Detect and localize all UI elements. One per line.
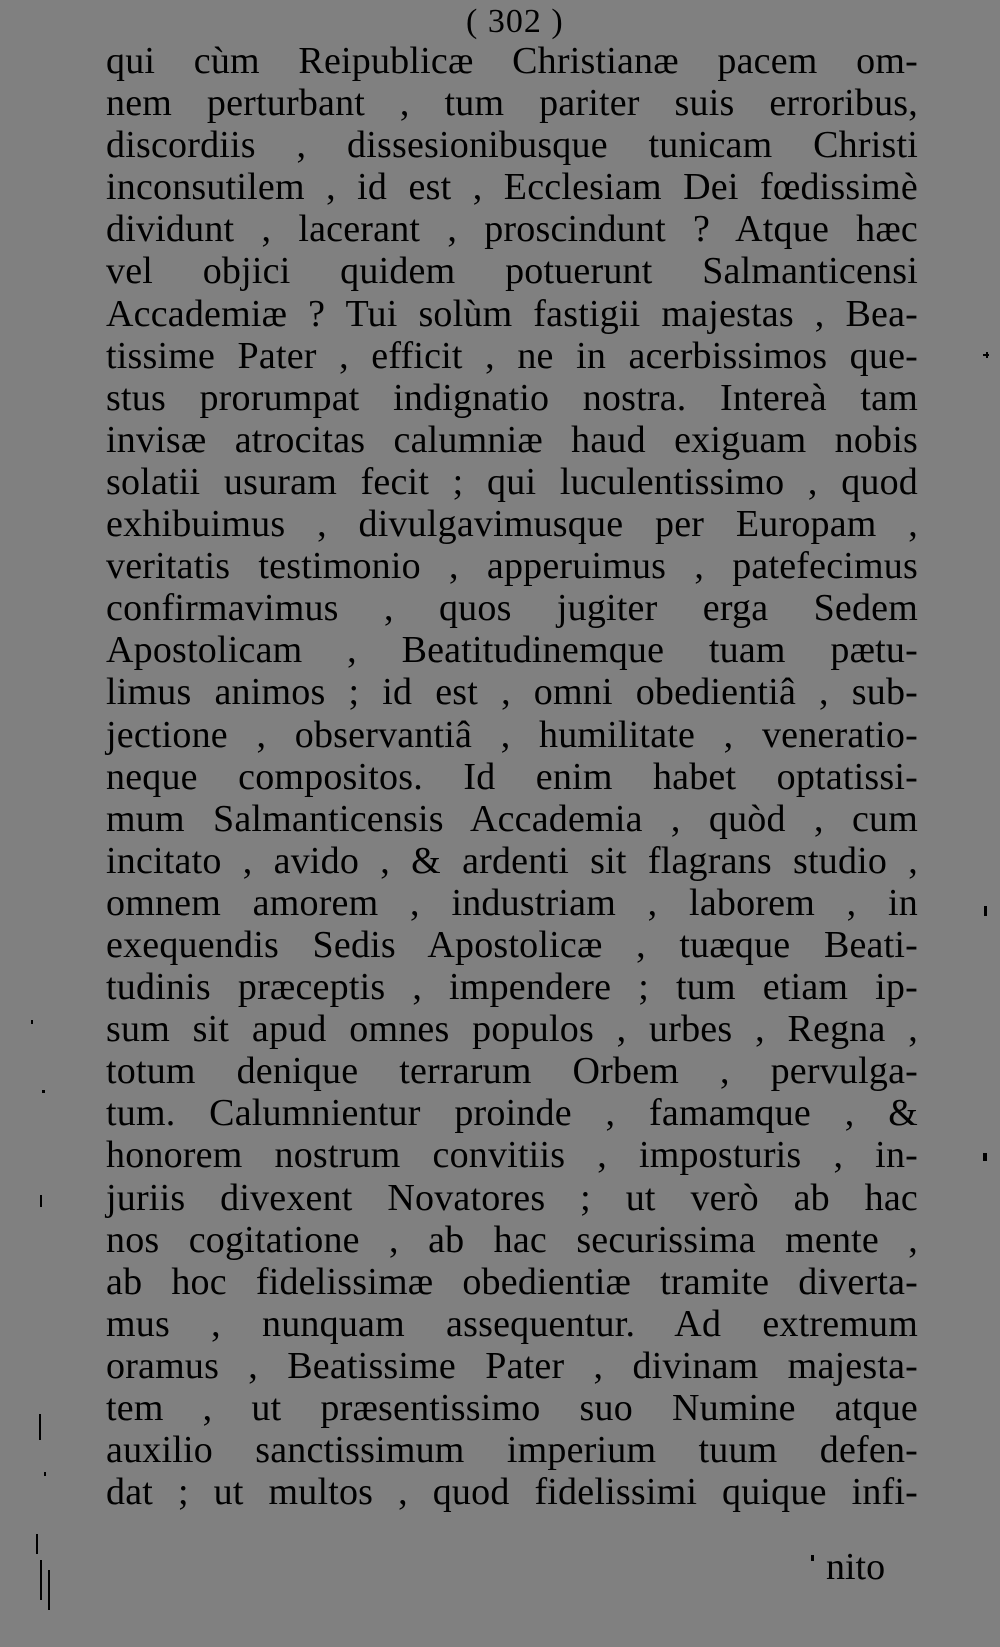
text-line: vel objici quidem potuerunt Salmanticensi <box>106 250 918 293</box>
text-line: sum sit apud omnes populos , urbes , Regna , <box>106 1008 918 1051</box>
text-line: limus animos ; id est , omni obedientiâ , sub- <box>106 671 918 714</box>
page-number: ( 302 ) <box>466 3 564 40</box>
text-line: mus , nunquam assequentur. Ad extremum <box>106 1302 918 1345</box>
text-line: tudinis præceptis , impendere ; tum etiam ip- <box>106 966 918 1009</box>
text-line: invisæ atrocitas calumniæ haud exiguam nobis <box>106 418 918 461</box>
text-line: discordiis , dissesionibusque tunicam Christi <box>106 124 918 167</box>
text-line: juriis divexent Novatores ; ut verò ab hac <box>106 1176 918 1219</box>
text-line: ab hoc fidelissimæ obedientiæ tramite diverta- <box>106 1260 918 1303</box>
text-line: neque compositos. Id enim habet optatissi- <box>106 755 918 798</box>
text-line: Accademiæ ? Tui solùm fastigii majestas , Bea- <box>106 292 918 335</box>
body-text <box>106 40 918 1513</box>
text-line: dat ; ut multos , quod fidelissimi quique infi- <box>106 1471 918 1514</box>
text-line: honorem nostrum convitiis , imposturis , in- <box>106 1134 918 1177</box>
text-line: confirmavimus , quos jugiter erga Sedem <box>106 587 918 630</box>
text-line: incitato , avido , & ardenti sit flagrans studio , <box>106 839 918 882</box>
text-line: qui cùm Reipublicæ Christianæ pacem om- <box>106 40 918 82</box>
text-line: stus prorumpat indignatio nostra. Intereà tam <box>106 376 918 419</box>
catchword: nito <box>826 1546 886 1588</box>
text-line: exhibuimus , divulgavimusque per Europam , <box>106 503 918 546</box>
text-line: nem perturbant , tum pariter suis erroribus, <box>106 82 918 125</box>
text-line: veritatis testimonio , apperuimus , patefecimus <box>106 545 918 588</box>
text-line: omnem amorem , industriam , laborem , in <box>106 881 918 924</box>
text-line: exequendis Sedis Apostolicæ , tuæque Beati- <box>106 923 918 966</box>
text-line: totum denique terrarum Orbem , pervulga- <box>106 1050 918 1093</box>
text-line: nos cogitatione , ab hac securissima mente , <box>106 1218 918 1261</box>
text-line: dividunt , lacerant , proscindunt ? Atque hæc <box>106 208 918 251</box>
text-line: auxilio sanctissimum imperium tuum defen- <box>106 1429 918 1472</box>
text-line: jectione , observantiâ , humilitate , veneratio- <box>106 713 918 756</box>
text-line: inconsutilem , id est , Ecclesiam Dei fœdissimè <box>106 166 918 209</box>
text-line: Apostolicam , Beatitudinemque tuam pætu- <box>106 629 918 672</box>
text-line: tissime Pater , efficit , ne in acerbissimos que- <box>106 334 918 377</box>
text-line: oramus , Beatissime Pater , divinam majesta- <box>106 1344 918 1387</box>
text-line: tem , ut præsentissimo suo Numine atque <box>106 1387 918 1429</box>
text-line: mum Salmanticensis Accademia , quòd , cum <box>106 797 918 840</box>
text-line: tum. Calumnientur proinde , famamque , & <box>106 1092 918 1135</box>
text-line: solatii usuram fecit ; qui luculentissimo , quod <box>106 460 918 503</box>
